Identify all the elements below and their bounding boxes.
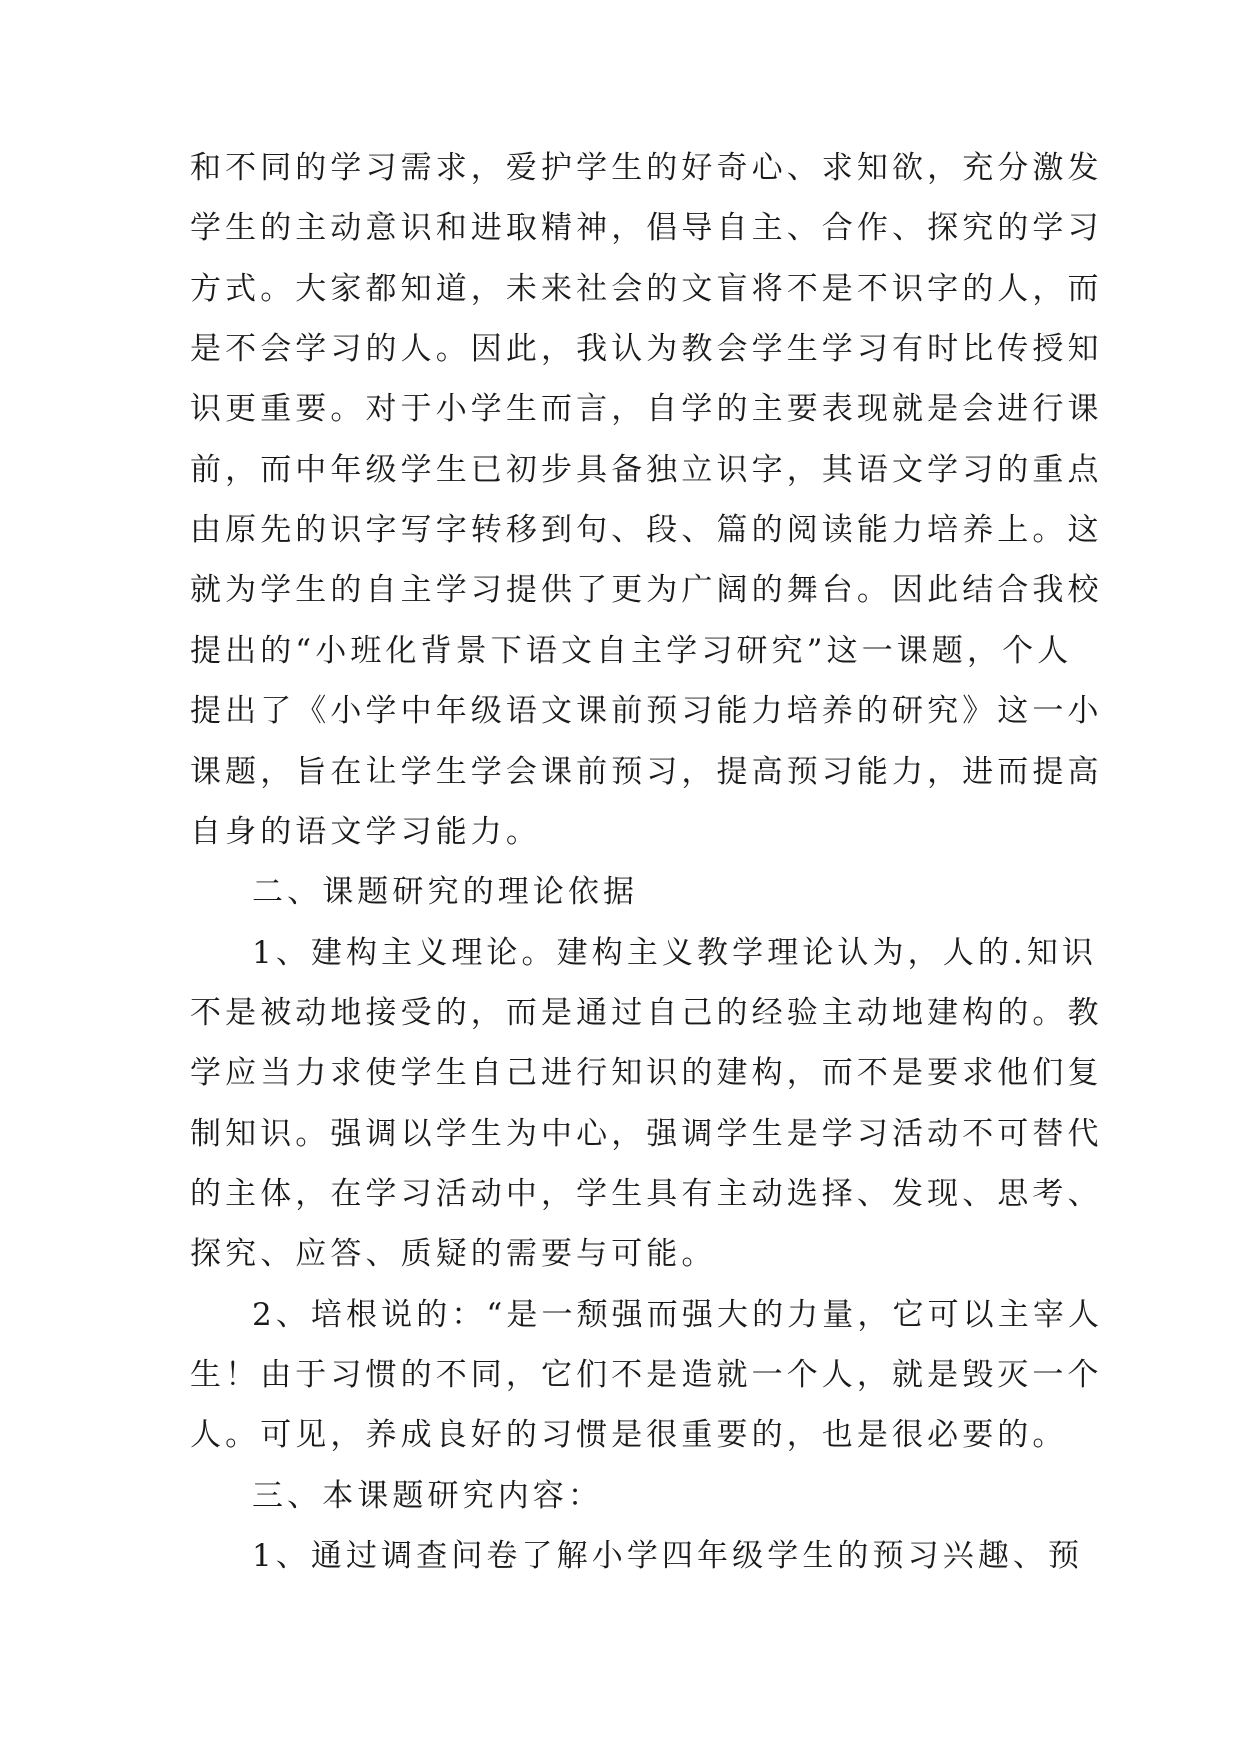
paragraph-line: 人。可见，养成良好的习惯是很重要的，也是很必要的。 <box>190 1417 1068 1453</box>
paragraph-line: 由原先的识字写字转移到句、段、篇的阅读能力培养上。这 <box>190 512 1103 548</box>
paragraph-line: 提出的“小班化背景下语文自主学习研究”这一课题，个人 <box>190 633 1073 669</box>
paragraph-line: 课题，旨在让学生学会课前预习，提高预习能力，进而提高 <box>190 754 1103 790</box>
paragraph-line: 识更重要。对于小学生而言，自学的主要表现就是会进行课 <box>190 391 1103 427</box>
paragraph-line: 1、通过调查问卷了解小学四年级学生的预习兴趣、预 <box>252 1538 1084 1574</box>
paragraph-line: 自身的语文学习能力。 <box>190 814 541 850</box>
paragraph-line: 1、建构主义理论。建构主义教学理论认为，人的.知识 <box>252 935 1098 971</box>
paragraph-line: 制知识。强调以学生为中心，强调学生是学习活动不可替代 <box>190 1116 1103 1152</box>
paragraph-line: 不是被动地接受的，而是通过自己的经验主动地建构的。教 <box>190 995 1103 1031</box>
paragraph-line: 2、培根说的：“是一颓强而强大的力量，它可以主宰人 <box>252 1297 1104 1333</box>
paragraph-line: 生！由于习惯的不同，它们不是造就一个人，就是毁灭一个 <box>190 1357 1103 1393</box>
paragraph-line: 提出了《小学中年级语文课前预习能力培养的研究》这一小 <box>190 693 1103 729</box>
paragraph-line: 前，而中年级学生已初步具备独立识字，其语文学习的重点 <box>190 452 1103 488</box>
paragraph-line: 的主体，在学习活动中，学生具有主动选择、发现、思考、 <box>190 1176 1103 1212</box>
paragraph-line: 和不同的学习需求，爱护学生的好奇心、求知欲，充分激发 <box>190 150 1103 186</box>
paragraph-line: 方式。大家都知道，未来社会的文盲将不是不识字的人，而 <box>190 271 1103 307</box>
paragraph-line: 探究、应答、质疑的需要与可能。 <box>190 1236 717 1272</box>
section-heading: 二、课题研究的理论依据 <box>252 874 639 910</box>
paragraph-line: 学生的主动意识和进取精神，倡导自主、合作、探究的学习 <box>190 210 1103 246</box>
paragraph-line: 学应当力求使学生自己进行知识的建构，而不是要求他们复 <box>190 1055 1103 1091</box>
section-heading: 三、本课题研究内容： <box>252 1478 603 1514</box>
paragraph-line: 就为学生的自主学习提供了更为广阔的舞台。因此结合我校 <box>190 572 1103 608</box>
paragraph-line: 是不会学习的人。因此，我认为教会学生学习有时比传授知 <box>190 331 1103 367</box>
